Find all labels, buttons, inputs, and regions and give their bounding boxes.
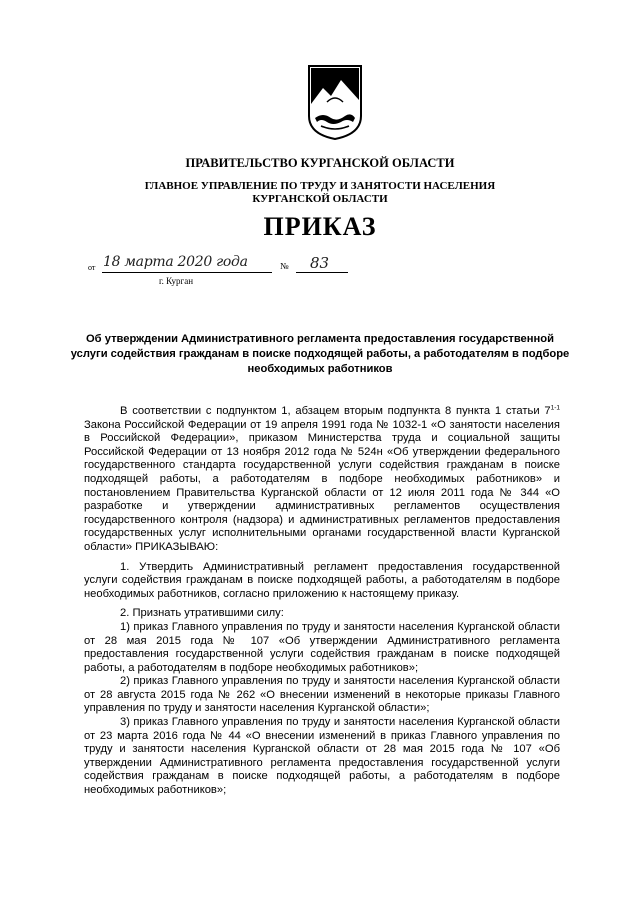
- item-paragraph: 1) приказ Главного управления по труду и занятости населения Курганской области от 28 мая 2015 года № 107 «Об утверждении Административного регламента предоставления государственной услуги содействия гражданам в поиске подходящей работы, а работодателям в подборе необходимых работников»;: [84, 620, 560, 674]
- preamble-start: В соответствии с подпунктом 1, абзацем вторым подпункта 8 пункта 1 статьи 7: [120, 405, 551, 417]
- item-paragraph: 2) приказ Главного управления по труду и занятости населения Курганской области от 28 августа 2015 года № 262 «О внесении изменений в некоторые приказы Главного управления по труду и занятости населения Курганской области»;: [84, 675, 560, 715]
- kurgan-coat-of-arms-icon: [307, 64, 363, 140]
- date-underline: [102, 272, 272, 273]
- city: г. Курган: [159, 276, 194, 286]
- document-type: ПРИКАЗ: [263, 212, 377, 241]
- order-body: [84, 405, 560, 798]
- number-label: №: [280, 261, 289, 271]
- order-number: 83: [310, 254, 330, 272]
- order-title: Об утверждении Административного регламента предоставления государственной услуги содействия гражданам в поиске подходящей работы, а работодателям в подборе необходимых работников: [70, 333, 570, 375]
- number-underline: [296, 272, 348, 273]
- date-number-line: [88, 254, 368, 284]
- order-date: 18 марта 2020 года: [103, 254, 248, 270]
- from-label: от: [88, 263, 96, 272]
- government-name: ПРАВИТЕЛЬСТВО КУРГАНСКОЙ ОБЛАСТИ: [185, 156, 455, 170]
- item-paragraph: 1. Утвердить Административный регламент предоставления государственной услуги содействия гражданам в поиске подходящей работы, а работодателям в подборе необходимых работников, согласно приложению к настоящему приказу.: [84, 560, 560, 600]
- item-paragraph: 2. Признать утратившими силу:: [120, 607, 284, 620]
- preamble-end: Закона Российской Федерации от 19 апреля 1991 года № 1032-1 «О занятости населения в Российской Федерации», приказом Министерства труда и социальной защиты Российской Федерации от 13 ноября 2012 года № 524н «Об утверждении федерального государственного стандарта государственной услуги содействия гражданам в поиске подходящей работы, а работодателям в подборе необходимых работников» и постановлением Правительства Курганской области от 12 июля 2011 года № 344 «О разработке и утверждении административных регламентов осуществления государственного контроля (надзора) и административных регламентов предоставления государственных услуг исполнительными органами государственной власти Курганской области» ПРИКАЗЫВАЮ:: [84, 418, 560, 553]
- preamble-paragraph: [84, 405, 560, 555]
- item-paragraph: 3) приказ Главного управления по труду и занятости населения Курганской области от 23 марта 2016 года № 44 «О внесении изменений в приказ Главного управления по труду и занятости населения Курганской области от 28 мая 2015 года № 107 «Об утверждении Административного регламента предоставления государственной услуги содействия гражданам в поиске подходящей работы, а работодателям в подборе необходимых работников»;: [84, 716, 560, 797]
- department-name-line1: ГЛАВНОЕ УПРАВЛЕНИЕ ПО ТРУДУ И ЗАНЯТОСТИ НАСЕЛЕНИЯ: [144, 180, 496, 192]
- preamble-superscript: 1-1: [550, 404, 560, 412]
- department-name-line2: КУРГАНСКОЙ ОБЛАСТИ: [252, 193, 388, 205]
